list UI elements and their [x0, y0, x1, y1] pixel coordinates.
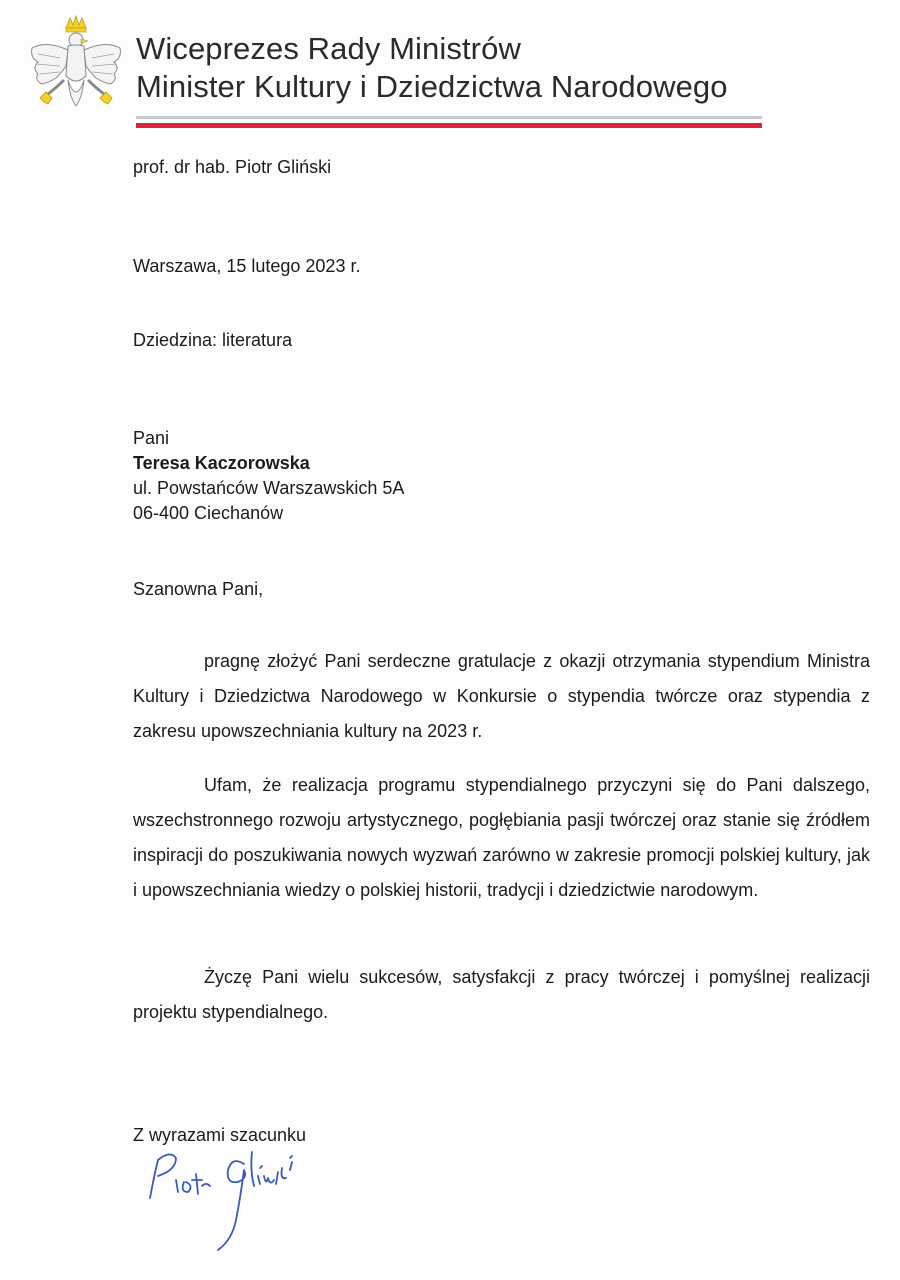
- white-eagle-emblem-icon: [26, 14, 126, 126]
- recipient-city: 06-400 Ciechanów: [133, 503, 284, 523]
- closing: Z wyrazami szacunku: [133, 1125, 307, 1145]
- body-paragraph-3: [133, 960, 870, 1030]
- sender-name: prof. dr hab. Piotr Gliński: [133, 157, 332, 177]
- field-label: Dziedzina: literatura: [133, 330, 293, 350]
- place-date: Warszawa, 15 lutego 2023 r.: [133, 256, 361, 276]
- recipient-title: Pani: [133, 428, 170, 448]
- paragraph-text: Życzę Pani wielu sukcesów, satysfakcji z pracy twórczej i pomyślnej realizacji projektu stypendialnego.: [133, 967, 870, 1022]
- body-paragraph-1: [133, 644, 870, 749]
- body-paragraph-2: [133, 768, 870, 908]
- letterhead-line-2: Minister Kultury i Dziedzictwa Narodowego: [136, 69, 728, 104]
- paragraph-text: pragnę złożyć Pani serdeczne gratulacje z okazji otrzymania stypendium Ministra Kultury i Dziedzictwa Narodowego w Konkursie o stypendia twórcze oraz stypendia z zakresu upowszechniania kultury na 2023 r.: [133, 651, 870, 741]
- letterhead-gray-rule: [136, 116, 762, 119]
- letterhead-line-1: Wiceprezes Rady Ministrów: [136, 31, 521, 66]
- letterhead: [136, 30, 776, 106]
- paragraph-text: Ufam, że realizacja programu stypendialnego przyczyni się do Pani dalszego, wszechstronnego rozwoju artystycznego, pogłębiania pasji twórczej oraz stanie się źródłem inspiracji do poszukiwania nowych wyzwań zarówno w zakresie promocji polskiej kultury, jak i upowszechniania wiedzy o polskiej historii, tradycji i dziedzictwie narodowym.: [133, 775, 870, 900]
- handwritten-signature: [140, 1140, 340, 1260]
- greeting: Szanowna Pani,: [133, 579, 264, 599]
- recipient-street: ul. Powstańców Warszawskich 5A: [133, 478, 405, 498]
- recipient-name: Teresa Kaczorowska: [133, 453, 310, 473]
- letterhead-red-rule: [136, 123, 762, 128]
